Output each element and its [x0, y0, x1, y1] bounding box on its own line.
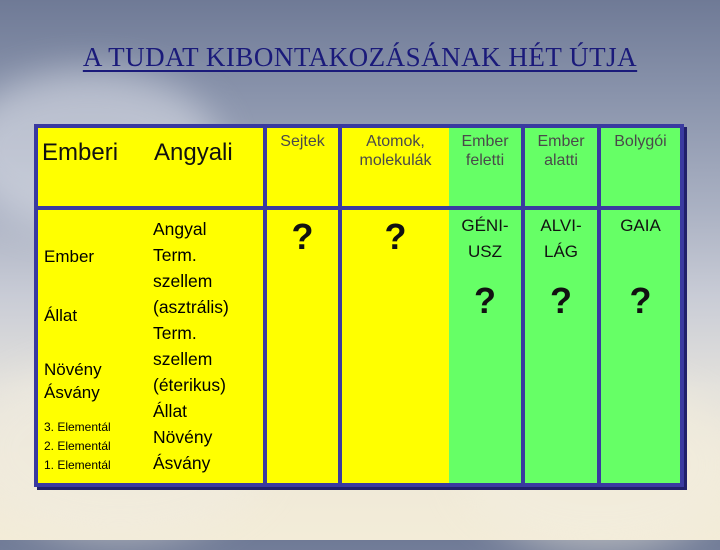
- sejtek-body: [267, 210, 338, 483]
- angyali-item: Ásvány: [153, 453, 211, 473]
- angyali-column: [146, 210, 263, 483]
- header-ember-feletti-line1: Ember: [461, 133, 509, 150]
- geni-line2: USZ: [468, 242, 502, 261]
- header-ember-alatti-line1: Ember: [537, 133, 585, 150]
- header-bolygoi: [601, 128, 680, 206]
- header-ember-feletti: [449, 128, 521, 206]
- slide-title: A TUDAT KIBONTAKOZÁSÁNAK HÉT ÚTJA: [82, 42, 638, 72]
- emberi-column: [38, 210, 146, 483]
- header-atomok: [342, 128, 449, 206]
- header-emberi-angyali: [38, 128, 263, 206]
- sejtek-question-mark: ?: [291, 216, 314, 257]
- header-emberi: Emberi: [42, 139, 119, 166]
- emberi-asvany: Ásvány: [44, 383, 100, 402]
- table-frame: [34, 124, 684, 487]
- gaia-question-mark: ?: [629, 280, 652, 321]
- geni-line1: GÉNI-: [461, 216, 509, 235]
- header-angyali: Angyali: [154, 139, 233, 166]
- header-atomok-line2: molekulák: [359, 152, 432, 169]
- emberi-noveny: Növény: [44, 360, 102, 379]
- emberi-elemental-2: 2. Elementál: [44, 439, 111, 453]
- gaia-label: GAIA: [620, 216, 661, 235]
- angyali-item: Angyal: [153, 219, 207, 239]
- alvi-line1: ALVI-: [540, 216, 582, 235]
- header-ember-feletti-line2: feletti: [465, 152, 505, 169]
- header-sejtek-label: Sejtek: [280, 133, 325, 150]
- emberi-allat: Állat: [44, 306, 78, 325]
- emberi-elemental-1: 1. Elementál: [44, 458, 111, 472]
- alvi-line2: LÁG: [543, 242, 579, 261]
- ember-alatti-body: [525, 210, 597, 483]
- emberi-ember: Ember: [44, 247, 95, 266]
- atomok-question-mark: ?: [384, 216, 407, 257]
- geni-question-mark: ?: [474, 280, 496, 321]
- angyali-item: Term.: [153, 323, 197, 343]
- header-ember-alatti: [525, 128, 597, 206]
- header-bolygoi-label: Bolygói: [614, 133, 667, 150]
- ember-feletti-body: [449, 210, 521, 483]
- angyali-item: Állat: [153, 401, 188, 421]
- angyali-item: Term.: [153, 245, 197, 265]
- header-ember-alatti-line2: alatti: [544, 152, 578, 169]
- header-sejtek: [267, 128, 338, 206]
- angyali-item: szellem: [153, 349, 213, 369]
- angyali-item: (asztrális): [153, 297, 229, 317]
- header-atomok-line1: Atomok,: [366, 133, 425, 150]
- bolygoi-body: [601, 210, 680, 483]
- emberi-elemental-3: 3. Elementál: [44, 420, 111, 434]
- angyali-item: Növény: [153, 427, 213, 447]
- angyali-item: (éterikus): [153, 375, 226, 395]
- atomok-body: [342, 210, 449, 483]
- angyali-item: szellem: [153, 271, 213, 291]
- alvi-question-mark: ?: [550, 280, 572, 321]
